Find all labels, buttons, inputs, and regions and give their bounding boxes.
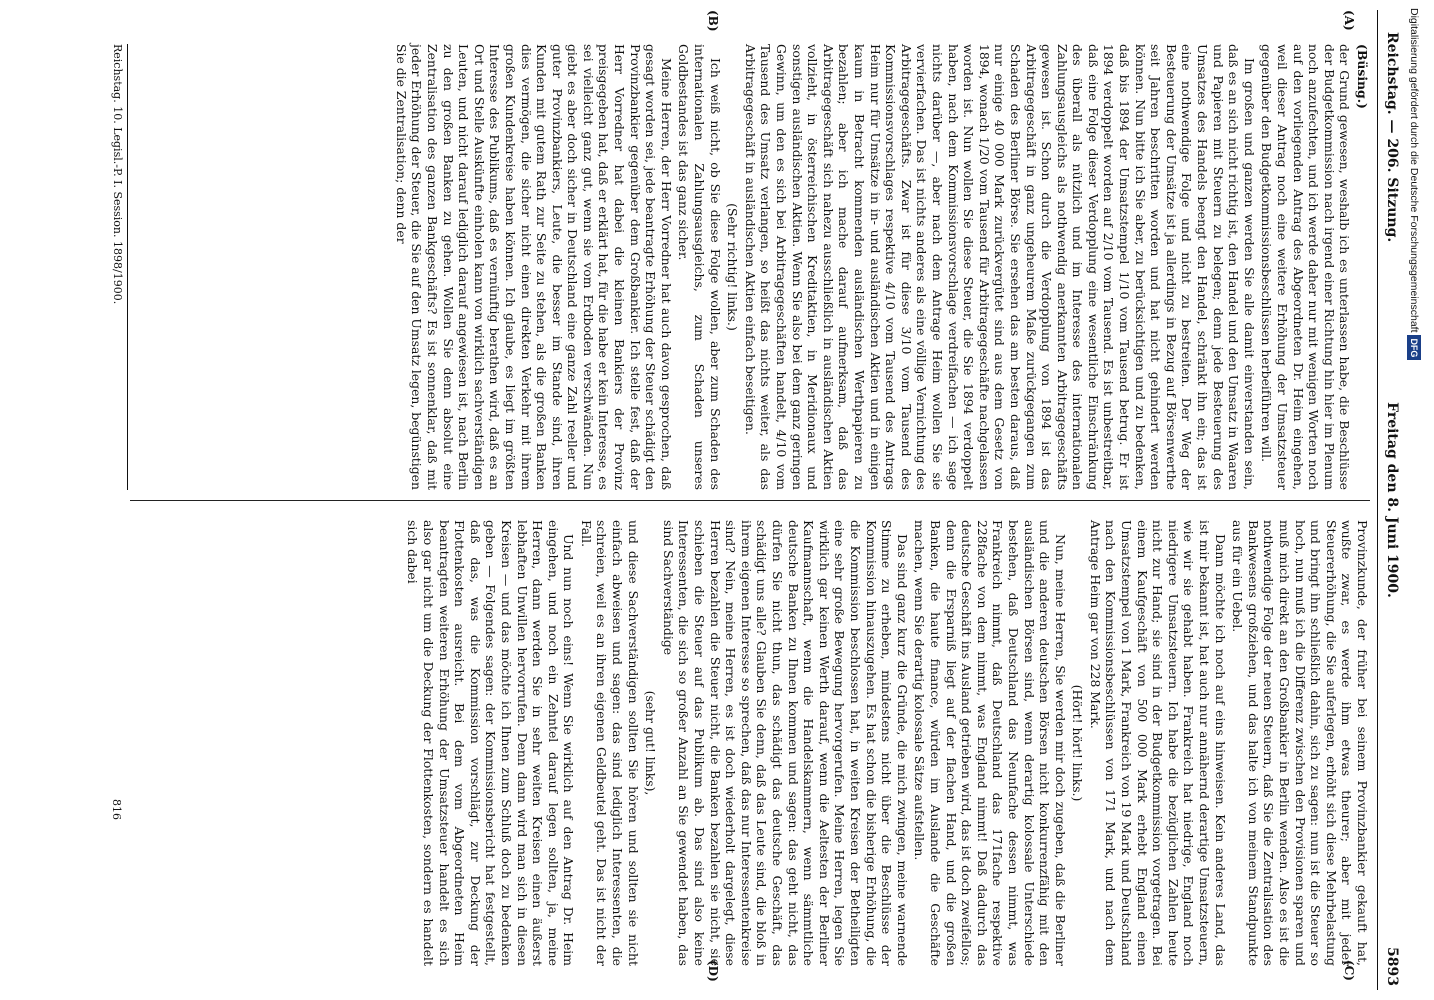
scanned-page (58, 0, 1410, 1000)
speaker-name: (Büsing.) (1355, 44, 1370, 109)
paragraph: der Grund gewesen, weshalb ich es unterlassen habe, die Beschlüsse der Budgetkommission nach irgend einer Richtung hin hier im Plenum noch anzufechten, und ich werde daher nur mit wenigen Worten noch auf den vorliegenden Antrag des Abgeordneten Dr. Heim eingehen, weil dieser Antrag noch eine weitere Erhöhung der Umsatzsteuer gegenüber den Budgetkommissionsbeschlüssen herbeiführen will. (1259, 44, 1353, 490)
paragraph: Und nun noch eins! Wenn Sie wirklich auf den Antrag Dr. Heim eingehen, und noch ein Zehntel darauf legen sollten, ja, meine Herren, dann werden Sie in sehr weiten Kreisen einen äußerst lebhaften Unwillen hervorrufen. Denn dann wird man sich in diesen Kreisen — und das möchte ich Ihnen zum Schluß doch zu bedenken geben — Folgendes sagen: der Kommissionsbericht hat festgestellt, daß das, was die Kommission vorschlägt, zur Deckung der Flottenkosten ausreicht. Bei dem vom Abgeordneten Heim beantragten weiteren Erhöhung der Umsatzsteuer handelt es sich also gar nicht um die Deckung der Flottenkosten, sondern es handelt sich dabei (405, 520, 577, 966)
margin-mark-a: (A) (1342, 10, 1356, 31)
header-date: Freitag den 8. Juni 1900. (1384, 402, 1400, 598)
dfg-logo: DFG (1407, 335, 1421, 360)
margin-mark-c: (C) (1342, 960, 1356, 981)
paragraph: und diese Sachverständigen sollten Sie hören und sollten sie nicht einfach abweisen und sagen: das sind lediglich Interessenten, die schreien, weil es an ihren eigenen Geldbeutel geht. Das ist nicht der Fall. (578, 520, 641, 966)
column-divider (130, 500, 1370, 501)
paragraph: Dann möchte ich noch auf eins hinweisen. Kein anderes Land, das ist mir bekannt ist, hat auch nur annähernd derartige Umsatzsteuern, wie wir sie gehabt haben. Frankreich hat niedrige, England noch niedrigere Umsatzsteuern. Ich habe die bezüglichen Zahlen heute nicht zur Hand; sie sind in der Budgetkommission vorgetragen. Bei einem Kaufgeschäft von 500 000 Mark erhebt England einen Umsatzstempel von 1 Mark, Frankreich von 19 Mark und Deutschland nach den Kommissionsbeschlüssen von 171 Mark, und nach dem Antrage Heim gar von 228 Mark. (1087, 520, 1228, 966)
paragraph: Im großen und ganzen werden Sie alle damit einverstanden sein, daß es an sich nicht richtig ist, den Handel und den Umsatz in Waaren und Papieren mit Steuern zu belegen; denn jede Besteuerung des Umsatzes des Handels beengt den Handel, schränkt ihn ein; das ist eine nothwendige Folge und nicht zu bestreiten. Der Weg der Besteuerung der Umsätze ist ja allerdings in Bezug auf Börsenwerthe seit Jahren beschritten worden und hat nicht gehindert werden können. Nun bitte ich Sie aber, zu berücksichtigen und zu bedenken, daß bis 1894 der Umsatzstempel 1/10 vom Tausend betrug. Er ist 1894 verdoppelt worden auf 2/10 vom Tausend. Es ist unbestreitbar, daß eine Folge dieser Verdopplung eine wesentliche Einschränkung des überall als nützlich und im Interesse des internationalen Zahlungsausgleichs als nothwendig anerkannten Arbitragegeschäfts gewesen ist. Schon durch die Verdopplung von 1894 ist das Arbitragegeschäft in ganz ungeheurem Maße zurückgegangen zum Schaden des Berliner Börse. Sie ersehen das am besten daraus, daß nur einige 40 000 Mark zurückvergütet sind aus dem Gesetz von 1894, wonach 1/20 vom Tausend für Arbitragegeschäfte nachgelassen worden ist. Nun wollen Sie diese Steuer, die Sie 1894 verdoppelt haben, nach dem Kommissionsvorschlage verdreifachen — ich sage nichts darüber —, aber nach dem Antrage Heim wollen Sie sie vervierfachen. Das ist nichts anderes als eine völlige Vernichtung des Arbitragegeschäfts. Zwar ist für diese 3/10 vom Tausend des Kommissionsvorschlages respektive 4/10 vom Tausend des Antrags Heim nur für Umsätze in in- und ausländischen Aktien und in einigen kaum in Betracht kommenden ausländischen Werthpapieren zu bezahlen; aber ich mache darauf aufmerksam, daß das Arbitragegeschäft sich nahezu ausschließlich in ausländischen Aktien vollzieht, in österreichischen Kreditaktien, in Meridionaux und sonstigen ausländischen Aktien. Wenn Sie also bei dem ganz geringen Gewinn, um den es sich bei Arbitragegeschäften handelt, 4/10 vom Tausend des Umsatz verlangen, so heißt das nichts weiter, als das Arbitragegeschäft in ausländischen Aktien einfach beseitigen. (742, 44, 1257, 490)
right-column (403, 520, 1370, 966)
paragraph: Nun, meine Herren, Sie werden mir doch zugeben, daß die Berliner und die anderen deutschen Börsen nicht konkurrenzfähig mit den ausländischen Börsen sind, wenn derartig kolossale Unterschiede bestehen, daß Deutschland das Neunfache dessen nimmt, was Frankreich nimmt, daß Deutschland das 171fache respektive 228fache von dem nimmt, was England nimmt! Daß dadurch das deutsche Geschäft ins Ausland getrieben wird, das ist doch zweifellos; denn die Ersparniß liegt auf der flachen Hand, und die großen Banken, die haute finance, würden im Auslande die Geschäfte machen, wenn Sie derartig kolossale Sätze aufstellen. (912, 520, 1068, 966)
footer-left: Reichstag. 10. Legisl.-P. I. Session. 1898/1900. (109, 44, 128, 490)
margin-mark-b: (B) (706, 10, 720, 32)
side-note-text: Digitalisierung gefördert durch die Deutsche Forschungsgemeinschaft (1408, 8, 1420, 333)
paragraph: Ich weiß nicht, ob Sie diese Folge wollen, aber zum Schaden des internationalen Zahlungsausgleichs, zum Schaden unseres Goldbestandes ist das ganz sicher. (676, 44, 723, 490)
margin-mark-d: (D) (706, 960, 720, 982)
paragraph: Meine Herren, der Herr Vorredner hat auch davon gesprochen, daß gesagt worden sei, jede beantragte Erhöhung der Steuer schädigt den Provinzbankier gegenüber dem Großbankier. Ich stelle fest, daß der Herr Vorredner hat dabei die kleinen Bankiers der Provinz preisgegeben hat, daß er erklärt hat, für die habe er kein Interesse, es sei vielleicht ganz gut, wenn sie vom Erdboden verschwänden. Nun giebt es aber doch sicher in Deutschland eine ganze Zahl reeller und guter Provinzbankiers, Leute, die besser im Stande sind, ihren Kunden mit gutem Rath zur Seite zu stehen, als die großen Banken dies vermögen, die sicher nicht einen direkten Verkehr mit ihrem großen Kundenkreise haben können. Ich glaube, es liegt im größten Interesse des Publikums, daß es vernünftig berathen wird, daß es an Ort und Stelle Auskünfte einholen kann von wirklich sachverständigen Leuten, und nicht darauf lediglich darauf angewiesen ist, nach Berlin zu den großen Banken zu gehen. Wollen Sie denn absolut eine Zentralisation des ganzen Bankgeschäfts? Es ist sonnenklar, daß mit jeder Erhöhung der Steuer, die Sie auf den Umsatz legen, begünstigen Sie die Zentralisation; denn der (393, 44, 674, 490)
footer-page-marker: 816 (110, 799, 123, 820)
page-content (58, 0, 1410, 1000)
page-number: 5893 (1384, 947, 1400, 986)
interjection: (Sehr richtig! links.) (725, 203, 741, 331)
header-left: Reichstag. — 206. Sitzung. (1384, 32, 1400, 243)
digitization-note (1398, 8, 1434, 998)
paragraph: Das sind ganz kurz die Gründe, die mich zwingen, meine warnende Stimme zu erheben, mindestens nicht über die Beschlüsse der Kommission hinauszugehen. Es hat schon die bisherige Erhöhung, die die Kommission beschlossen hat, in weiten Kreisen der Betheiligten eine sehr große Bewegung hervorgerufen. Meine Herren, legen Sie wirklich gar keinen Werth darauf, wenn die Aeltesten der Berliner Kaufmannschaft, wenn die Handelskammern, wenn sämmtliche deutsche Banken zu Ihnen kommen und sagen: das geht nicht, das dürfen Sie nicht thun, das schädigt das deutsche Geschäft, das schädigt uns alle? Glauben Sie denn, daß das Leute sind, die bloß in ihrem eigenen Interesse so sprechen, daß das nur Interessentenkreise sind? Nein, meine Herren, es ist doch wiederholt dargelegt, diese Herren bezahlen die Steuer nicht, die Banken bezahlen sie nicht, sie schieben die Steuer auf das Publikum ab. Das sind also keine Interessenten, die sich so großer Anzahl an Sie gewendet haben, das sind Sachverständige (660, 520, 910, 966)
interjection: (sehr gut! links), (643, 690, 659, 796)
interjection: (Hört! hört! links.) (1070, 684, 1086, 802)
paragraph: Provinzkunde, der früher bei seinem Provinzbankier gekauft hat, wußte zwar, es werde ihm etwas theurer; aber mit jeder Steuererhöhung, die Sie auferlegen, erhöht sich diese Mehrbelastung und bringt ihn schließlich dahin, sich zu sagen: nun ist die Steuer so hoch, nun muß ich die Differenz zwischen den Provisionen sparen und muß mich direkt an den Großbankier in Berlin wenden. Also es ist die nothwendige Folge der neuen Steuern, daß Sie die Zentralisation des Bankwesens großziehen, und das halte ich von meinem Standpunkte aus für ein Uebel. (1230, 520, 1370, 966)
left-column (391, 44, 1370, 490)
